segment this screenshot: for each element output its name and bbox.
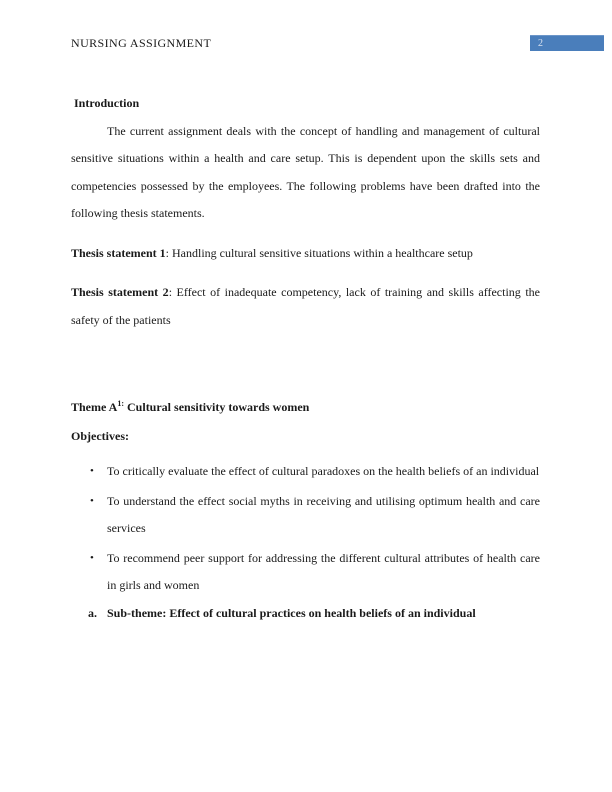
subtheme-text: Sub-theme: Effect of cultural practices on health beliefs of an individual <box>107 605 476 620</box>
thesis-statement-2 <box>71 279 540 334</box>
theme-a-prefix: Theme A <box>71 400 118 414</box>
thesis-2-text: : Effect of inadequate competency, lack of training and skills affecting the safety of the patients <box>71 285 540 327</box>
list-item <box>71 458 540 486</box>
subtheme-marker: a. <box>88 605 97 620</box>
subtheme-heading <box>71 600 540 628</box>
bullet-icon: • <box>90 465 94 477</box>
objectives-heading: Objectives: <box>71 428 129 443</box>
thesis-1-label: Thesis statement 1 <box>71 245 166 260</box>
page-number-badge <box>530 35 604 51</box>
running-header-title: NURSING ASSIGNMENT <box>71 36 212 50</box>
thesis-2-label: Thesis statement 2 <box>71 285 169 299</box>
thesis-1-text: : Handling cultural sensitive situations within a healthcare setup <box>165 245 473 260</box>
intro-paragraph: The current assignment deals with the concept of handling and management of cultural sensitive situations within a health and care setup. This is dependent upon the skills sets and competencies possessed by the employees. The following problems have been drafted into the following thesis statements. <box>71 123 540 220</box>
document-body <box>71 90 540 627</box>
list-item <box>71 545 540 600</box>
objective-2-text: To understand the effect social myths in receiving and utilising optimum health and care services <box>107 493 540 535</box>
theme-a-heading <box>71 394 540 422</box>
objective-1-text: To critically evaluate the effect of cultural paradoxes on the health beliefs of an individual <box>107 464 540 478</box>
objective-3-text: To recommend peer support for addressing the different cultural attributes of health care in girls and women <box>107 550 540 592</box>
theme-a-superscript: 1: <box>117 399 125 408</box>
list-item <box>71 488 540 543</box>
page-number: 2 <box>538 38 543 49</box>
bullet-icon: • <box>90 551 94 564</box>
bullet-icon: • <box>90 494 94 507</box>
objectives-list <box>71 458 540 600</box>
thesis-statement-1 <box>71 240 540 268</box>
theme-a-title: Cultural sensitivity towards women <box>124 400 310 414</box>
intro-heading: Introduction <box>74 96 140 110</box>
